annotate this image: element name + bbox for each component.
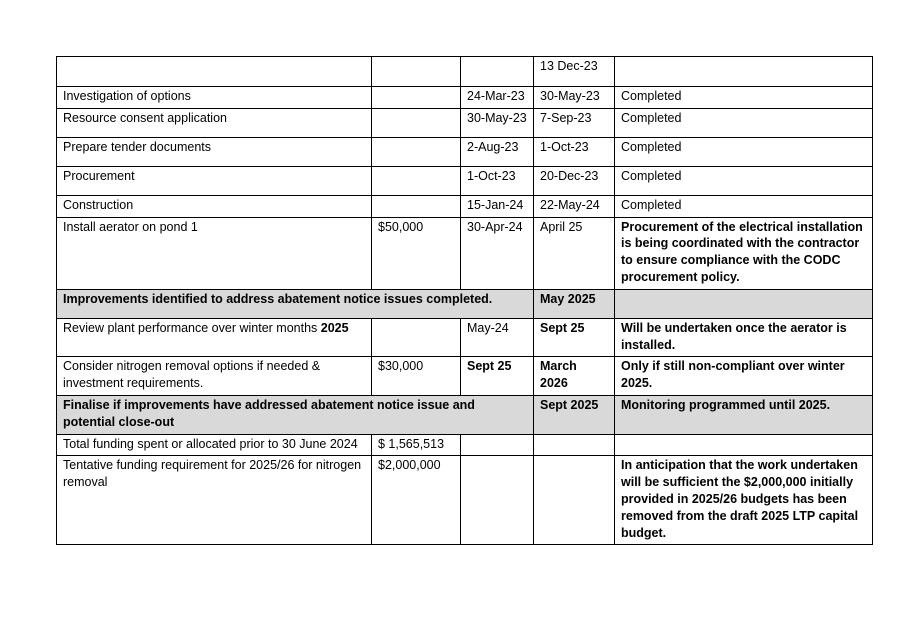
status-cell: In anticipation that the work undertaken will be sufficient the $2,000,000 initially provided in 2025/26 budgets has been removed from the draft 2025 LTP capital budget. (615, 456, 873, 545)
start-date-cell: 24-Mar-23 (461, 87, 534, 109)
start-date-cell: May-24 (461, 318, 534, 357)
end-date-cell (534, 456, 615, 545)
cost-cell (372, 108, 461, 137)
status-cell: Will be undertaken once the aerator is installed. (615, 318, 873, 357)
status-cell: Monitoring programmed until 2025. (615, 395, 873, 434)
start-date-cell: 2-Aug-23 (461, 137, 534, 166)
status-cell: Completed (615, 166, 873, 195)
task-cell: Resource consent application (57, 108, 372, 137)
end-date-cell: 30-May-23 (534, 87, 615, 109)
status-cell: Completed (615, 108, 873, 137)
table-row (57, 217, 873, 289)
end-date-cell: March 2026 (534, 357, 615, 396)
cost-cell (372, 137, 461, 166)
cost-cell: $ 1,565,513 (372, 434, 461, 456)
project-schedule-table (56, 56, 873, 545)
table-row (57, 318, 873, 357)
end-date-cell: Sept 2025 (534, 395, 615, 434)
task-cell: Investigation of options (57, 87, 372, 109)
table-row (57, 108, 873, 137)
table-row (57, 166, 873, 195)
task-cell: Procurement (57, 166, 372, 195)
task-cell: Prepare tender documents (57, 137, 372, 166)
milestone-row (57, 289, 873, 318)
task-cell: Total funding spent or allocated prior to 30 June 2024 (57, 434, 372, 456)
cost-cell: $30,000 (372, 357, 461, 396)
task-text: Review plant performance over winter months (63, 320, 321, 335)
status-cell (615, 434, 873, 456)
cost-cell (372, 166, 461, 195)
start-date-cell: 30-Apr-24 (461, 217, 534, 289)
cost-cell (372, 318, 461, 357)
status-cell: Completed (615, 195, 873, 217)
task-cell: Construction (57, 195, 372, 217)
end-date-cell: 22-May-24 (534, 195, 615, 217)
end-date-cell: 20-Dec-23 (534, 166, 615, 195)
status-cell: Procurement of the electrical installation is being coordinated with the contractor to ensure compliance with the CODC procurement policy. (615, 217, 873, 289)
status-cell (615, 289, 873, 318)
cost-cell: $50,000 (372, 217, 461, 289)
end-date-cell: 7-Sep-23 (534, 108, 615, 137)
end-date-cell: 13 Dec-23 (534, 57, 615, 87)
start-date-cell: 15-Jan-24 (461, 195, 534, 217)
milestone-row (57, 395, 873, 434)
table-row (57, 195, 873, 217)
task-cell: Consider nitrogen removal options if needed & investment requirements. (57, 357, 372, 396)
cost-cell (372, 195, 461, 217)
cost-cell (372, 87, 461, 109)
task-year: 2025 (320, 320, 349, 335)
cost-cell (372, 57, 461, 87)
task-cell (57, 318, 372, 357)
cost-cell: $2,000,000 (372, 456, 461, 545)
milestone-cell: Improvements identified to address abatement notice issues completed. (57, 289, 534, 318)
start-date-cell: 1-Oct-23 (461, 166, 534, 195)
status-cell: Completed (615, 87, 873, 109)
end-date-cell: April 25 (534, 217, 615, 289)
table-row (57, 57, 873, 87)
table-row (57, 357, 873, 396)
end-date-cell: May 2025 (534, 289, 615, 318)
end-date-cell: 1-Oct-23 (534, 137, 615, 166)
total-row (57, 434, 873, 456)
start-date-cell: 30-May-23 (461, 108, 534, 137)
start-date-cell (461, 57, 534, 87)
start-date-cell (461, 434, 534, 456)
task-cell: Tentative funding requirement for 2025/26 for nitrogen removal (57, 456, 372, 545)
milestone-cell: Finalise if improvements have addressed abatement notice issue and potential close-out (57, 395, 534, 434)
status-cell: Only if still non-compliant over winter 2025. (615, 357, 873, 396)
start-date-cell: Sept 25 (461, 357, 534, 396)
task-cell (57, 57, 372, 87)
end-date-cell (534, 434, 615, 456)
funding-row (57, 456, 873, 545)
table-row (57, 137, 873, 166)
table-row (57, 87, 873, 109)
status-cell (615, 57, 873, 87)
task-cell: Install aerator on pond 1 (57, 217, 372, 289)
start-date-cell (461, 456, 534, 545)
status-cell: Completed (615, 137, 873, 166)
end-date-cell: Sept 25 (534, 318, 615, 357)
